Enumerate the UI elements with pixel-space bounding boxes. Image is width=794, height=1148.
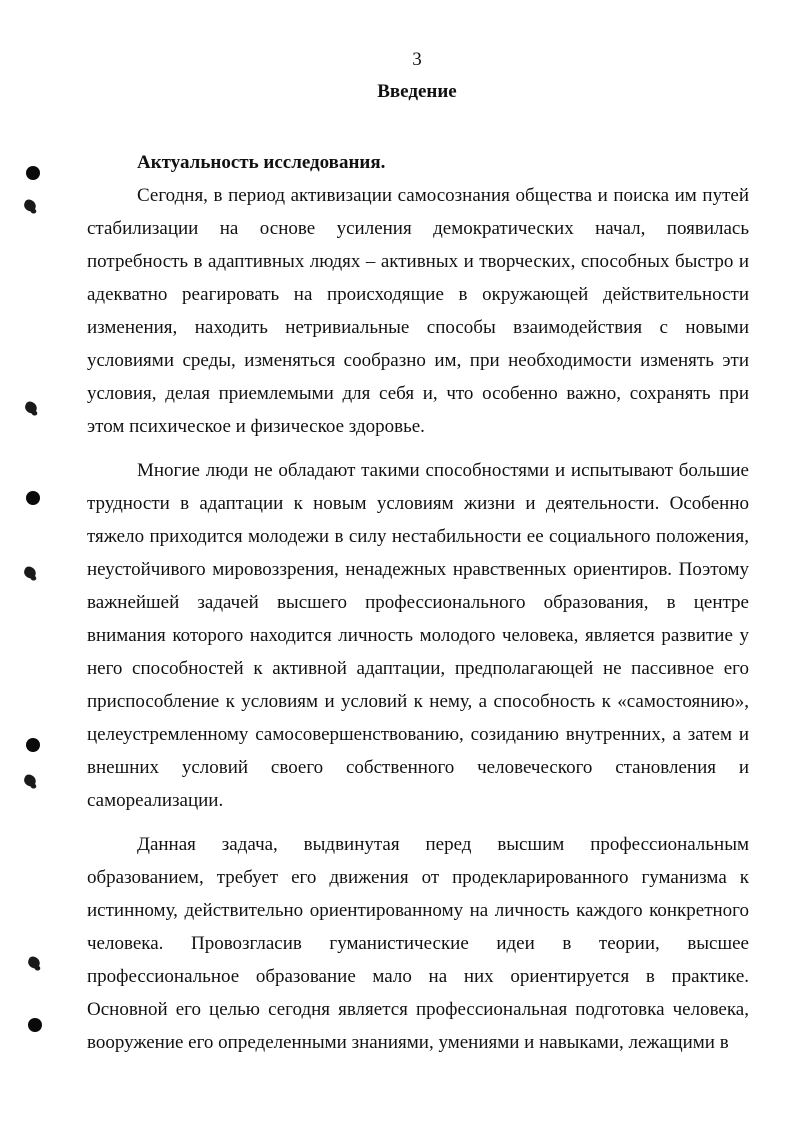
punch-hole [26, 166, 40, 180]
scan-blot [23, 400, 38, 414]
scan-blot [26, 955, 41, 969]
scan-blot [22, 565, 37, 579]
document-body [87, 146, 749, 1059]
scan-blot [22, 198, 37, 212]
page-title: Введение [377, 81, 457, 102]
scan-blot [22, 773, 37, 787]
section-heading: Актуальность исследования. [137, 152, 386, 173]
punch-hole [26, 738, 40, 752]
page-number: 3 [412, 49, 422, 70]
paragraph-1: Сегодня, в период активизации самосознания общества и поиска им путей стабилизации на основе усиления демократических начал, появилась потребность в адаптивных людях – активных и творческих, способных быстро и адекватно реагировать на происходящие в окружающей действительности изменения, находить нетривиальные способы взаимодействия с новыми условиями среды, изменяться сообразно им, при необходимости изменять эти условия, делая приемлемыми для себя и, что особенно важно, сохранять при этом психическое и физическое здоровье. [87, 185, 749, 437]
punch-hole [26, 491, 40, 505]
paragraph-2: Многие люди не обладают такими способностями и испытывают большие трудности в адаптации к новым условиям жизни и деятельности. Особенно тяжело приходится молодежи в силу нестабильности ее социального положения, неустойчивого мировоззрения, ненадежных нравственных ориентиров. Поэтому важнейшей задачей высшего профессионального образования, в центре внимания которого находится личность молодого человека, является развитие у него способностей к активной адаптации, предполагающей не пассивное его приспособление к условиям и условий к нему, а способность к «самостоянию», целеустремленному самосовершенствованию, созиданию внутренних, а затем и внешних условий своего собственного человеческого становления и самореализации. [87, 460, 749, 811]
punch-hole [28, 1018, 42, 1032]
paragraph-3: Данная задача, выдвинутая перед высшим профессиональным образованием, требует его движения от продекларированного гуманизма к истинному, действительно ориентированному на личность каждого конкретного человека. Провозгласив гуманистические идеи в теории, высшее профессиональное образование мало на них ориентируется в практике. Основной его целью сегодня является профессиональная подготовка человека, вооружение его определенными знаниями, умениями и навыками, лежащими в [87, 834, 749, 1053]
